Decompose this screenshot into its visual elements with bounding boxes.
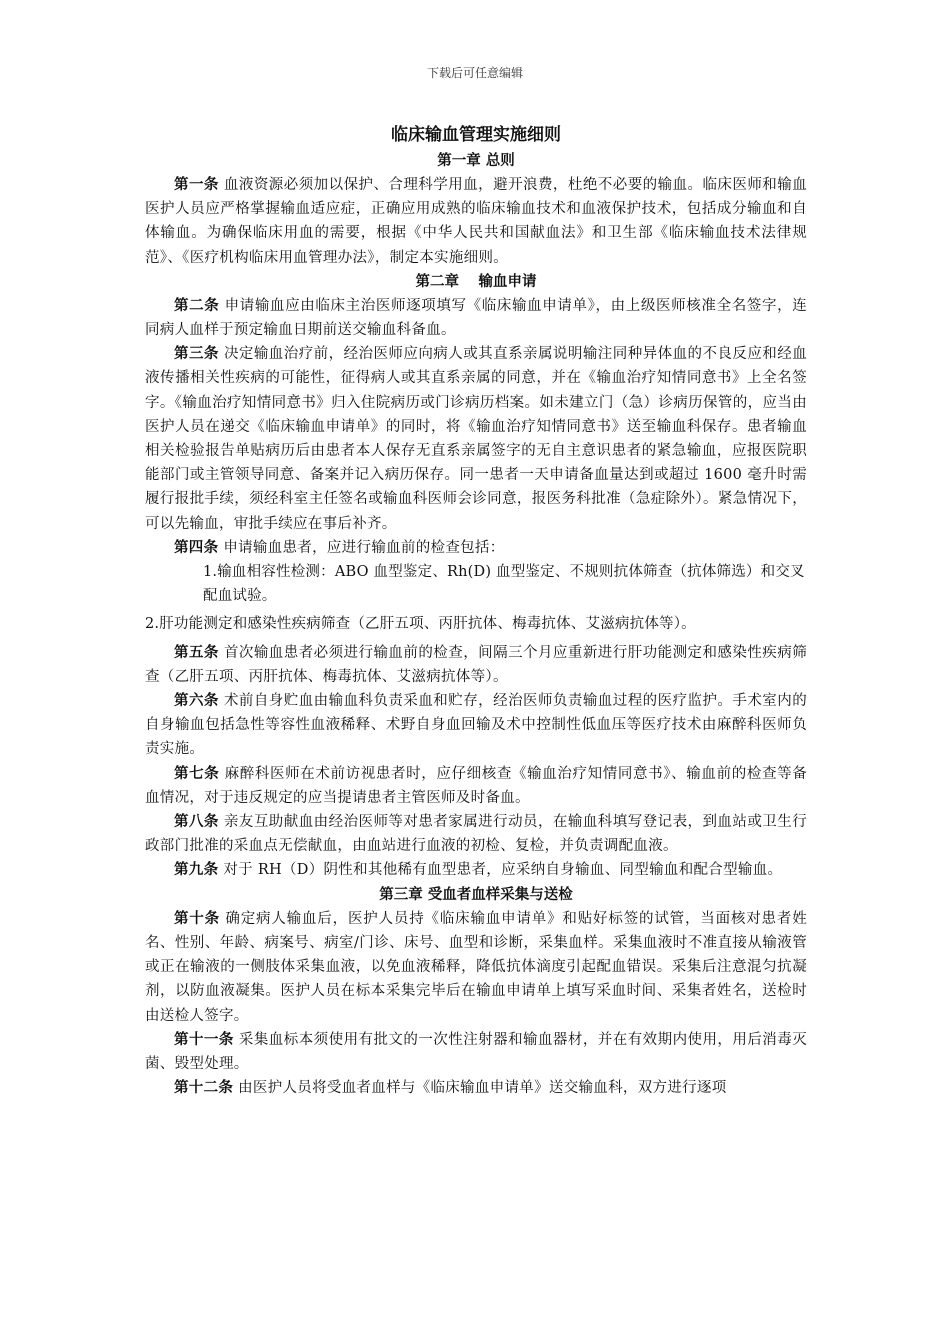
article-number: 第十条	[174, 910, 220, 927]
article-paragraph	[145, 1028, 807, 1076]
document-body	[145, 122, 807, 1100]
chapter-heading: 第一章 总则	[437, 153, 515, 169]
article-text: 由医护人员将受血者血样与《临床输血申请单》送交输血科，双方进行逐项	[233, 1080, 727, 1097]
document-sections	[145, 149, 807, 1100]
article-number: 第十二条	[174, 1080, 234, 1097]
article-text: 麻醉科医师在术前访视患者时，应仔细核查《输血治疗知情同意书》、输血前的检查等备血情况，对于违反规定的应当提请患者主管医师及时备血。	[145, 765, 807, 806]
article-paragraph	[145, 810, 807, 858]
list-item: 2.肝功能测定和感染性疾病筛查（乙肝五项、丙肝抗体、梅毒抗体、艾滋病抗体等）。	[145, 616, 696, 633]
article-text: 决定输血治疗前，经治医师应向病人或其直系亲属说明输注同种异体血的不良反应和经血液传播相关性疾病的可能性，征得病人或其直系亲属的同意，并在《输血治疗知情同意书》上全名签字。《输血治疗知情同意书》归入住院病历或门诊病历档案。如未建立门（急）诊病历保管的，应当由医护人员在递交《临床输血申请单》的同时，将《输血治疗知情同意书》送至输血科保存。患者输血相关检验报告单贴病历后由患者本人保存无直系亲属签字的无自主意识患者的紧急输血，应报医院职能部门或主管领导同意、备案并记入病历保存。同一患者一天申请备血量达到或超过 1600 毫升时需履行报批手续，须经科室主任签名或输血科医师会诊同意，报医务科批准（急症除外）。紧急情况下，可以先输血，审批手续应在事后补齐。	[145, 346, 808, 532]
article-number: 第三条	[174, 346, 219, 363]
article-number: 第九条	[174, 862, 219, 879]
article-text: 血液资源必须加以保护、合理科学用血，避开浪费，杜绝不必要的输血。临床医师和输血医护人员应严格掌握输血适应症，正确应用成熟的临床输血技术和血液保护技术，包括成分输血和自体输血。为确保临床用血的需要，根据《中华人民共和国献血法》和卫生部《临床输血技术法律规范》、《医疗机构临床用血管理办法》，制定本实施细则。	[145, 177, 808, 266]
article-number: 第四条	[174, 539, 219, 556]
article-text: 首次输血患者必须进行输血前的检查，间隔三个月应重新进行肝功能测定和感染性疾病筛查（乙肝五项、丙肝抗体、梅毒抗体、艾滋病抗体等）。	[145, 644, 808, 685]
article-paragraph	[145, 342, 807, 536]
chapter-heading: 第二章 输血申请	[415, 273, 537, 290]
article-paragraph	[145, 907, 807, 1028]
document-title: 临床输血管理实施细则	[391, 125, 561, 145]
article-number: 第七条	[174, 765, 220, 782]
article-paragraph	[145, 1076, 807, 1100]
article-text: 亲友互助献血由经治医师等对患者家属进行动员，在输血科填写登记表，到血站或卫生行政部门批准的采血点无偿献血，由血站进行血液的初检、复检，并负责调配血液。	[145, 814, 808, 855]
article-number: 第一条	[174, 177, 219, 193]
article-text: 对于 RH（D）阴性和其他稀有血型患者，应采纳自身输血、同型输血和配合型输血。	[218, 862, 783, 879]
list-item: 1.输血相容性检测：ABO 血型鉴定、Rh(D) 血型鉴定、不规则抗体筛查（抗体筛选）和交叉配血试验。	[203, 564, 805, 605]
article-text: 采集血标本须使用有批文的一次性注射器和输血器材，并在有效期内使用，用后消毒灭菌、毁型处理。	[145, 1031, 808, 1072]
article-paragraph	[145, 536, 807, 560]
article-number: 第八条	[174, 814, 219, 831]
article-paragraph	[145, 689, 807, 762]
article-paragraph	[145, 173, 807, 270]
article-number: 第五条	[174, 644, 219, 661]
article-text: 申请输血患者，应进行输血前的检查包括：	[218, 539, 505, 556]
chapter-heading: 第三章 受血者血样采集与送检	[379, 886, 573, 903]
article-paragraph	[145, 762, 807, 810]
article-number: 第十一条	[174, 1031, 234, 1048]
article-text: 术前自身贮血由输血科负责采血和贮存，经治医师负责输血过程的医疗监护。手术室内的自身输血包括急性等容性血液稀释、术野自身血回输及术中控制性低血压等医疗技术由麻醉科医师负责实施。	[145, 693, 808, 758]
page-header: 下载后可任意编辑	[426, 66, 523, 80]
article-paragraph	[145, 858, 807, 882]
article-paragraph	[145, 641, 807, 689]
article-paragraph	[145, 294, 807, 342]
article-text: 申请输血应由临床主治医师逐项填写《临床输血申请单》，由上级医师核准全名签字，连同病人血样于预定输血日期前送交输血科备血。	[145, 297, 807, 339]
article-text: 确定病人输血后，医护人员持《临床输血申请单》和贴好标签的试管，当面核对患者姓名、性别、年龄、病案号、病室/门诊、床号、血型和诊断，采集血样。采集血液时不准直接从输液管或正在输液的一侧肢体采集血液，以免血液稀释，降低抗体滴度引起配血错误。采集后注意混匀抗凝剂，以防血液凝集。医护人员在标本采集完毕后在输血申请单上填写采血时间、采集者姓名，送检时由送检人签字。	[145, 910, 807, 1024]
article-number: 第二条	[174, 297, 220, 314]
article-number: 第六条	[174, 693, 219, 710]
